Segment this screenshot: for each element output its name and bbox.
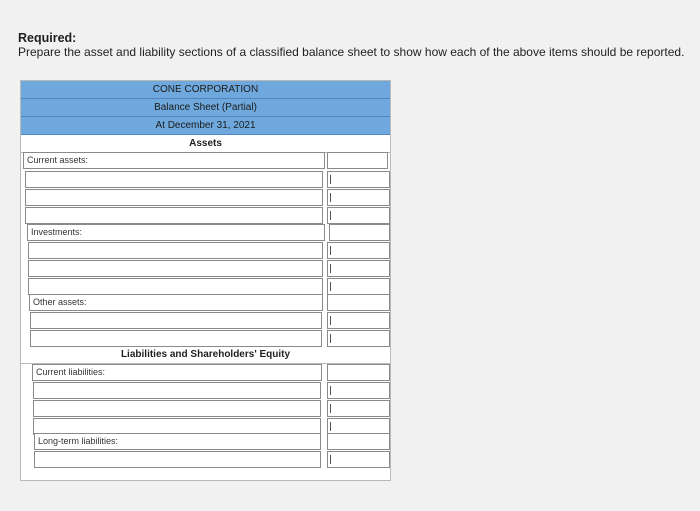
account-input[interactable] — [28, 242, 323, 259]
account-input[interactable] — [33, 400, 321, 417]
company-name: CONE CORPORATION — [21, 81, 390, 99]
amount-input[interactable] — [327, 260, 390, 277]
account-input[interactable] — [25, 189, 323, 206]
balance-sheet — [20, 80, 391, 481]
amount-input[interactable] — [327, 400, 390, 417]
long-term-liabilities-row — [34, 433, 390, 450]
account-input[interactable] — [25, 207, 323, 224]
amount-input[interactable] — [327, 171, 390, 188]
statement-date: At December 31, 2021 — [21, 117, 390, 135]
long-term-liabilities-label[interactable]: Long-term liabilities: — [34, 433, 321, 450]
investments-label[interactable]: Investments: — [27, 224, 325, 241]
amount-input[interactable] — [327, 451, 390, 468]
current-assets-entry-3 — [25, 207, 390, 224]
required-title: Required: — [18, 31, 77, 45]
assets-header: Assets — [21, 135, 390, 153]
other-assets-label[interactable]: Other assets: — [29, 294, 323, 311]
amount-input[interactable] — [327, 278, 390, 295]
current-assets-amount[interactable] — [327, 152, 388, 169]
amount-input[interactable] — [327, 189, 390, 206]
current-assets-row — [23, 152, 390, 169]
amount-input[interactable] — [327, 330, 390, 347]
other-assets-row — [29, 294, 390, 311]
current-assets-entry-1 — [25, 171, 390, 188]
long-term-liabilities-entry-1 — [34, 451, 390, 468]
current-liabilities-entry-2 — [33, 400, 390, 417]
investments-amount[interactable] — [329, 224, 390, 241]
account-input[interactable] — [28, 278, 323, 295]
current-liabilities-label[interactable]: Current liabilities: — [32, 364, 322, 381]
other-assets-entry-1 — [30, 312, 390, 329]
investments-row — [27, 224, 390, 241]
other-assets-entry-2 — [30, 330, 390, 347]
long-term-liabilities-amount[interactable] — [327, 433, 390, 450]
current-liabilities-entry-1 — [33, 382, 390, 399]
statement-name: Balance Sheet (Partial) — [21, 99, 390, 117]
amount-input[interactable] — [327, 382, 390, 399]
amount-input[interactable] — [327, 207, 390, 224]
account-input[interactable] — [33, 382, 321, 399]
investments-entry-2 — [28, 260, 390, 277]
account-input[interactable] — [34, 451, 321, 468]
amount-input[interactable] — [327, 312, 390, 329]
current-assets-entry-2 — [25, 189, 390, 206]
account-input[interactable] — [25, 171, 323, 188]
account-input[interactable] — [30, 312, 322, 329]
investments-entry-1 — [28, 242, 390, 259]
current-liabilities-row — [32, 364, 390, 381]
amount-input[interactable] — [327, 242, 390, 259]
required-text: Prepare the asset and liability sections of a classified balance sheet to show how each of the above items should be reported. — [18, 45, 685, 59]
current-liabilities-amount[interactable] — [327, 364, 390, 381]
current-assets-label[interactable]: Current assets: — [23, 152, 325, 169]
account-input[interactable] — [30, 330, 322, 347]
investments-entry-3 — [28, 278, 390, 295]
liabilities-header: Liabilities and Shareholders' Equity — [21, 346, 390, 364]
account-input[interactable] — [28, 260, 323, 277]
other-assets-amount[interactable] — [327, 294, 390, 311]
